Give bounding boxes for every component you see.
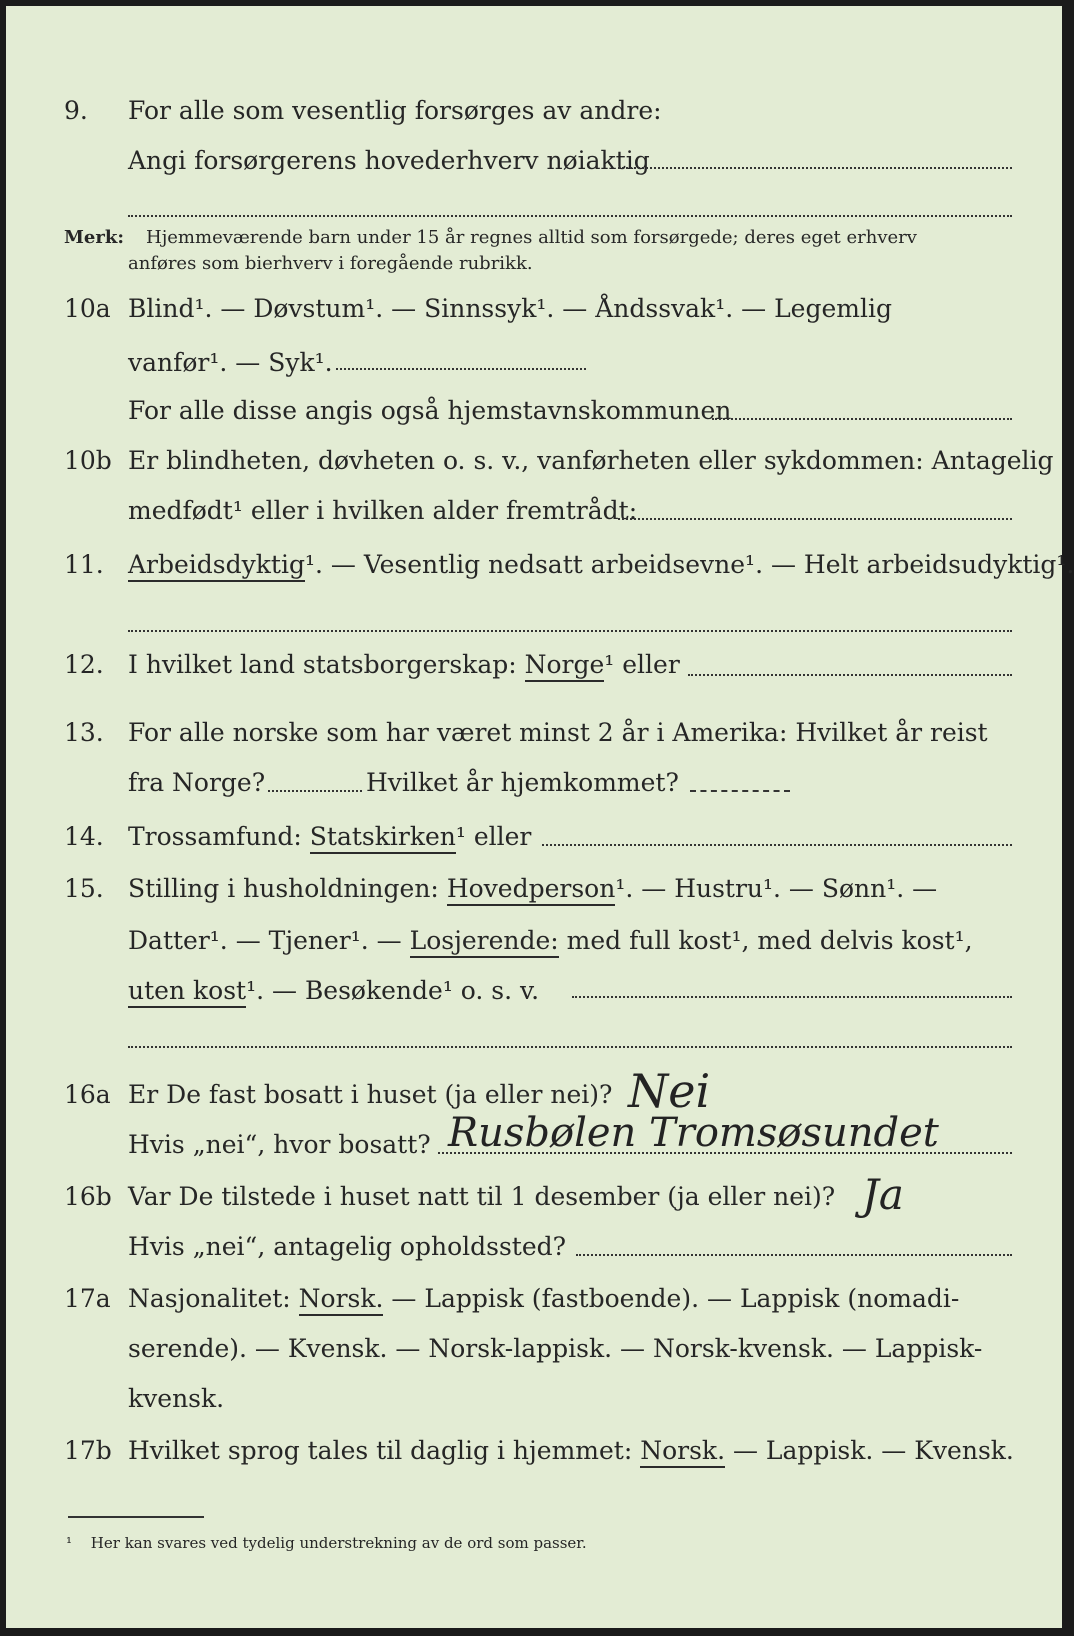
question-text: vanfør¹. — Syk¹. <box>128 348 333 377</box>
selected-option: uten kost <box>128 976 246 1008</box>
option-suffix: ¹ eller <box>604 650 680 679</box>
selected-option: Statskirken <box>310 822 456 854</box>
selected-option: Hovedperson <box>447 874 616 906</box>
question-9-line-2 <box>64 146 996 176</box>
option-list: — Lappisk (fastboende). — Lappisk (nomadi- <box>383 1284 960 1313</box>
option-list: Datter¹. — Tjener¹. — <box>128 926 410 955</box>
question-text <box>128 1284 996 1314</box>
note-merk-line-2 <box>64 251 996 277</box>
selected-option: Losjerende: <box>410 926 559 958</box>
question-text: Hvis „nei“, hvor bosatt? <box>128 1130 431 1159</box>
question-number: 13. <box>64 718 104 747</box>
selected-option: Arbeidsdyktig <box>128 550 305 582</box>
question-text <box>128 926 996 956</box>
answer-line <box>572 996 1012 998</box>
footnote <box>66 1534 587 1552</box>
question-text <box>128 822 996 852</box>
question-number: 12. <box>64 650 104 679</box>
question-text <box>128 550 1074 580</box>
question-number: 16b <box>64 1182 112 1211</box>
question-label: Hvilket sprog tales til daglig i hjemmet: <box>128 1436 641 1465</box>
option-list: — Lappisk. — Kvensk. <box>725 1436 1014 1465</box>
question-text: medfødt¹ eller i hvilken alder fremtrådt: <box>128 496 638 525</box>
footnote-divider <box>68 1516 204 1518</box>
footnote-mark: ¹ <box>66 1534 73 1552</box>
question-text: Er blindheten, døvheten o. s. v., vanførheten eller sykdommen: Antagelig <box>128 446 1054 475</box>
question-text: Hvis „nei“, antagelig opholdssted? <box>128 1232 567 1261</box>
handwritten-answer: Nei <box>628 1064 711 1118</box>
answer-line <box>690 790 790 792</box>
question-label: Trossamfund: <box>128 822 310 851</box>
question-9 <box>64 96 996 126</box>
question-number: 17b <box>64 1436 112 1465</box>
question-text <box>128 874 996 904</box>
note-merk <box>64 225 996 251</box>
question-text <box>128 1436 1014 1466</box>
question-text: For alle disse angis også hjemstavnskommunen <box>128 396 732 425</box>
census-form-page <box>6 6 1074 1628</box>
answer-line <box>128 1046 1012 1048</box>
option-list: kvensk. <box>128 1384 225 1413</box>
selected-option: Norge <box>525 650 605 682</box>
answer-line <box>128 215 1012 217</box>
option-list: med full kost¹, med delvis kost¹, <box>558 926 973 955</box>
answer-line <box>128 630 1012 632</box>
answer-line <box>336 368 586 370</box>
option-list: ¹. — Vesentlig nedsatt arbeidsevne¹. — Helt arbeidsudyktig¹. <box>304 550 1074 579</box>
handwritten-answer: Rusbølen Tromsøsundet <box>448 1110 939 1156</box>
question-text: For alle som vesentlig forsørges av andre: <box>128 96 662 125</box>
question-number: 9. <box>64 96 88 125</box>
note-label: Merk: <box>64 227 124 248</box>
selected-option: Norsk. <box>299 1284 384 1316</box>
question-number: 15. <box>64 874 104 903</box>
question-number: 11. <box>64 550 104 579</box>
selected-option: Norsk. <box>640 1436 725 1468</box>
question-text: Er De fast bosatt i huset (ja eller nei)? <box>128 1080 613 1109</box>
question-text: Var De tilstede i huset natt til 1 desember (ja eller nei)? <box>128 1182 836 1211</box>
question-label: Stilling i husholdningen: <box>128 874 447 903</box>
answer-line <box>542 844 1012 846</box>
question-number: 14. <box>64 822 104 851</box>
option-list: serende). — Kvensk. — Norsk-lappisk. — Norsk-kvensk. — Lappisk- <box>128 1334 983 1363</box>
option-list: ¹. — Besøkende¹ o. s. v. <box>246 976 540 1005</box>
question-number: 10a <box>64 294 111 323</box>
question-label: I hvilket land statsborgerskap: <box>128 650 525 679</box>
answer-line <box>576 1254 1012 1256</box>
question-number: 16a <box>64 1080 111 1109</box>
note-text: Hjemmeværende barn under 15 år regnes alltid som forsørgede; deres eget erhverv <box>146 227 917 248</box>
note-text: anføres som bierhverv i foregående rubrikk. <box>128 253 533 274</box>
question-label: Nasjonalitet: <box>128 1284 299 1313</box>
question-text: Hvilket år hjemkommet? <box>366 768 679 797</box>
question-text <box>128 976 539 1006</box>
handwritten-answer: Ja <box>862 1170 904 1219</box>
question-text: For alle norske som har været minst 2 år i Amerika: Hvilket år reist <box>128 718 988 747</box>
question-number: 10b <box>64 446 112 475</box>
option-suffix: ¹ eller <box>455 822 532 851</box>
answer-line <box>268 790 362 792</box>
question-text: fra Norge? <box>128 768 266 797</box>
answer-line <box>688 674 1012 676</box>
question-text: Blind¹. — Døvstum¹. — Sinnssyk¹. — Åndssvak¹. — Legemlig <box>128 294 892 323</box>
answer-line <box>618 518 1012 520</box>
footnote-text: Her kan svares ved tydelig understrekning av de ord som passer. <box>90 1534 587 1552</box>
question-text: Angi forsørgerens hovederhverv nøiaktig <box>128 146 650 175</box>
question-number: 17a <box>64 1284 111 1313</box>
answer-line <box>618 167 1012 169</box>
answer-line <box>712 418 1012 420</box>
option-list: ¹. — Hustru¹. — Sønn¹. — <box>615 874 938 903</box>
